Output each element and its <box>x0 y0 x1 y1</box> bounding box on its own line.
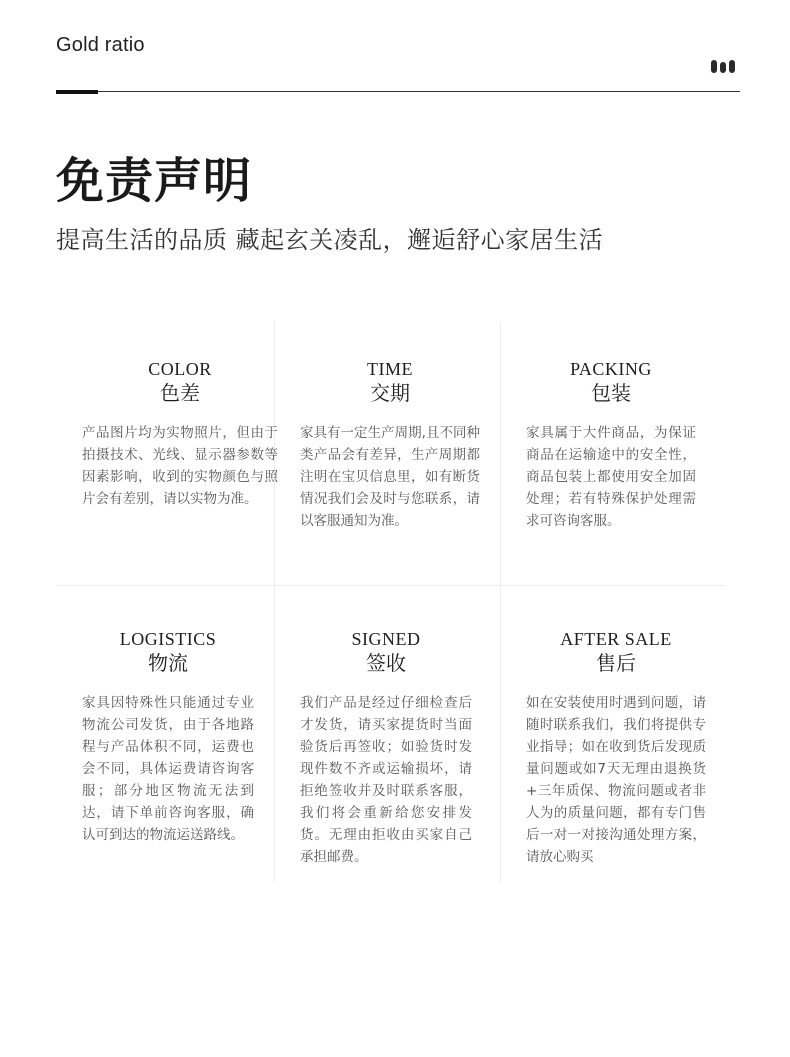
header-divider-accent <box>56 90 98 94</box>
card-title-en: AFTER SALE <box>560 629 672 649</box>
menu-icon-bar <box>711 60 717 73</box>
disclaimer-card-logistics <box>82 628 254 846</box>
page-title: 免责声明 <box>56 153 253 209</box>
page-subtitle: 提高生活的品质 藏起玄关凌乱，邂逅舒心家居生活 <box>56 226 604 254</box>
disclaimer-card-signed <box>300 628 472 868</box>
card-body: 如在安装使用时遇到问题，请随时联系我们，我们将提供专业指导；如在收到货后发现质量问题或如7天无理由退换货+三年质保、物流问题或者非人为的质量问题，都有专门售后一对一对接沟通处理方案，请放心购买 <box>526 695 706 865</box>
card-title-zh: 色差 <box>160 381 200 405</box>
card-title-en: PACKING <box>570 359 652 379</box>
grid-divider <box>56 585 726 586</box>
card-body: 产品图片均为实物照片，但由于拍摄技术、光线、显示器参数等因素影响，收到的实物颜色与照片会有差别，请以实物为准。 <box>82 425 278 507</box>
grid-divider <box>500 322 501 882</box>
card-body: 家具属于大件商品，为保证商品在运输途中的安全性，商品包装上都使用安全加固处理；若有特殊保护处理需求可咨询客服。 <box>526 425 696 529</box>
brand-name: Gold ratio <box>56 34 145 56</box>
card-title-en: SIGNED <box>351 629 421 649</box>
card-body: 我们产品是经过仔细检查后才发货，请买家提货时当面验货后再签收；如验货时发现件数不齐或运输损坏，请拒绝签收并及时联系客服，我们将会重新给您安排发货。无理由拒收由买家自己承担邮费。 <box>300 695 472 865</box>
card-body: 家具因特殊性只能通过专业物流公司发货，由于各地路程与产品体积不同，运费也会不同，具体运费请咨询客服；部分地区物流无法到达，请下单前咨询客服，确认可到达的物流运送路线。 <box>82 695 254 843</box>
card-title-zh: 签收 <box>366 651 406 675</box>
disclaimer-card-packing <box>526 358 696 532</box>
disclaimer-card-after-sale <box>526 628 706 868</box>
menu-icon[interactable] <box>711 59 741 73</box>
card-title-zh: 物流 <box>148 651 188 675</box>
card-title-en: LOGISTICS <box>119 629 217 649</box>
card-body: 家具有一定生产周期,且不同种类产品会有差异，生产周期都注明在宝贝信息里，如有断货情况我们会及时与您联系，请以客服通知为准。 <box>300 425 480 529</box>
header-divider <box>56 91 740 92</box>
disclaimer-grid <box>56 322 726 882</box>
card-title-zh: 售后 <box>596 651 636 675</box>
menu-icon-bar <box>720 62 726 73</box>
menu-icon-bar <box>729 60 735 73</box>
disclaimer-card-color <box>82 358 278 510</box>
card-title-en: COLOR <box>148 359 212 379</box>
card-title-zh: 交期 <box>370 381 410 405</box>
disclaimer-card-time <box>300 358 480 532</box>
card-title-en: TIME <box>367 359 413 379</box>
card-title-zh: 包装 <box>591 381 631 405</box>
